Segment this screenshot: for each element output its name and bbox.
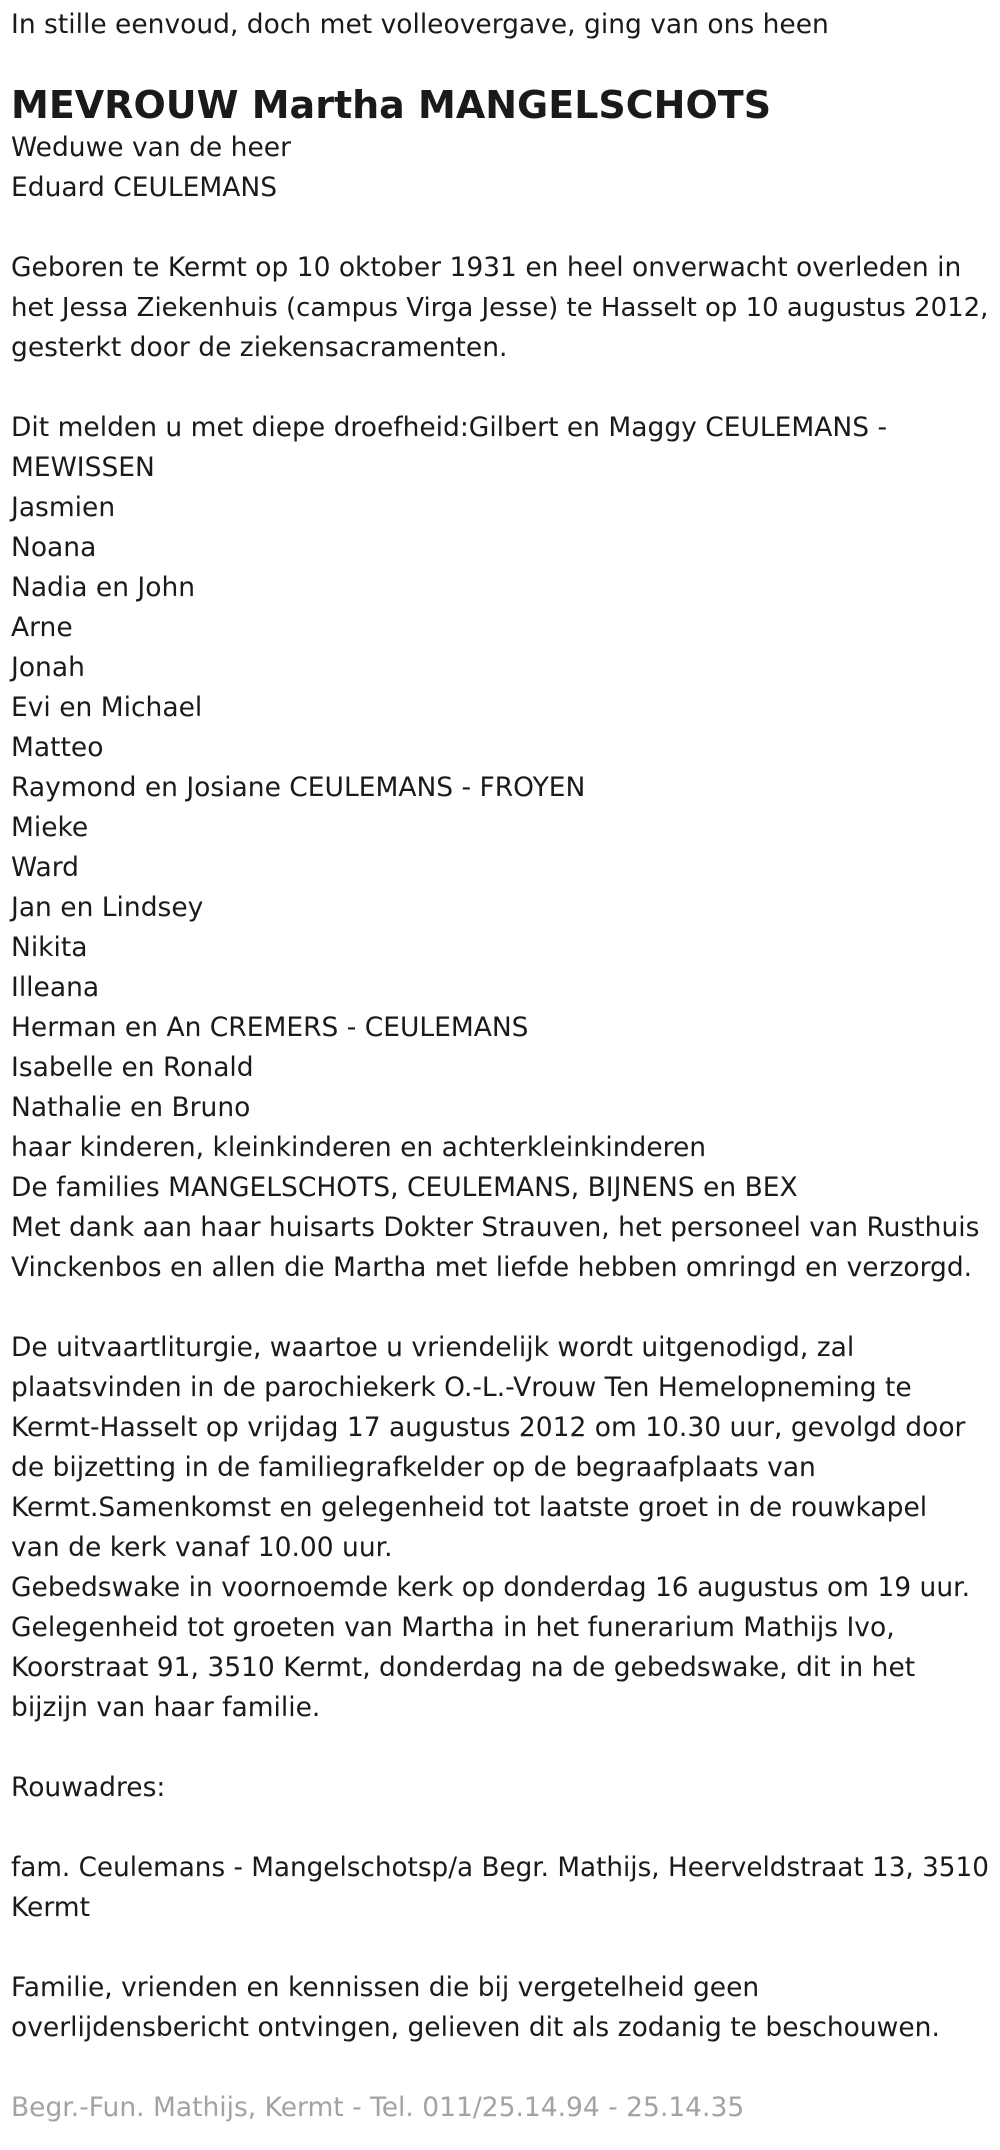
birth-death-block: [11, 248, 989, 368]
family-line: Mieke: [11, 812, 89, 843]
address-block: [11, 1848, 989, 1928]
address-line: Kermt: [11, 1892, 90, 1923]
family-line: Met dank aan haar huisarts Dokter Strauven, het personeel van Rusthuis: [11, 1212, 980, 1243]
family-line: Ward: [11, 852, 79, 883]
family-line: De families MANGELSCHOTS, CEULEMANS, BIJNENS en BEX: [11, 1172, 798, 1203]
funeral-line: de bijzetting in de familiegrafkelder op de begraafplaats van: [11, 1452, 816, 1483]
deceased-name: MEVROUW Martha MANGELSCHOTS: [11, 83, 772, 127]
funeral-block: [11, 1328, 989, 1728]
closing-block: [11, 1968, 989, 2048]
family-line: Jan en Lindsey: [11, 892, 204, 923]
address-label: Rouwadres:: [11, 1772, 166, 1803]
funeral-line: Gebedswake in voornoemde kerk op donderdag 16 augustus om 19 uur.: [11, 1572, 971, 1603]
family-line: Raymond en Josiane CEULEMANS - FROYEN: [11, 772, 586, 803]
spouse-line: Weduwe van de heer: [11, 132, 291, 163]
funeral-line: bijzijn van haar familie.: [11, 1692, 321, 1723]
family-line: Herman en An CREMERS - CEULEMANS: [11, 1012, 529, 1043]
family-line: Matteo: [11, 732, 104, 763]
family-line: Nadia en John: [11, 572, 196, 603]
family-block: [11, 408, 989, 1288]
family-line: Isabelle en Ronald: [11, 1052, 254, 1083]
birth-line: Geboren te Kermt op 10 oktober 1931 en heel onverwacht overleden in: [11, 252, 962, 283]
family-line: Illeana: [11, 972, 100, 1003]
family-line: haar kinderen, kleinkinderen en achterkleinkinderen: [11, 1132, 707, 1163]
closing-line: Familie, vrienden en kennissen die bij vergetelheid geen: [11, 1972, 760, 2003]
birth-line: gesterkt door de ziekensacramenten.: [11, 332, 508, 363]
funeral-line: van de kerk vanaf 10.00 uur.: [11, 1532, 393, 1563]
family-line: Vinckenbos en allen die Martha met liefde hebben omringd en verzorgd.: [11, 1252, 973, 1283]
intro-text: In stille eenvoud, doch met volleovergave, ging van ons heen: [11, 9, 829, 40]
family-line: Arne: [11, 612, 73, 643]
funeral-line: Koorstraat 91, 3510 Kermt, donderdag na de gebedswake, dit in het: [11, 1652, 916, 1683]
family-line: Jasmien: [11, 492, 116, 523]
family-line: Nikita: [11, 932, 88, 963]
spouse-block: [11, 128, 989, 208]
family-line: Nathalie en Bruno: [11, 1092, 251, 1123]
closing-line: overlijdensbericht ontvingen, gelieven dit als zodanig te beschouwen.: [11, 2012, 940, 2043]
funeral-line: Gelegenheid tot groeten van Martha in het funerarium Mathijs Ivo,: [11, 1612, 895, 1643]
family-line: MEWISSEN: [11, 452, 155, 483]
family-line: Jonah: [11, 652, 85, 683]
address-line: fam. Ceulemans - Mangelschotsp/a Begr. Mathijs, Heerveldstraat 13, 3510: [11, 1853, 989, 1883]
funeral-line: plaatsvinden in de parochiekerk O.-L.-Vrouw Ten Hemelopneming te: [11, 1372, 912, 1403]
family-line: Dit melden u met diepe droefheid:Gilbert en Maggy CEULEMANS -: [11, 412, 888, 443]
family-line: Evi en Michael: [11, 692, 203, 723]
birth-line: het Jessa Ziekenhuis (campus Virga Jesse) te Hasselt op 10 augustus 2012,: [11, 293, 989, 323]
funeral-home-footer: Begr.-Fun. Mathijs, Kermt - Tel. 011/25.14.94 - 25.14.35: [11, 2092, 745, 2123]
spouse-line: Eduard CEULEMANS: [11, 172, 278, 203]
funeral-line: De uitvaartliturgie, waartoe u vriendelijk wordt uitgenodigd, zal: [11, 1332, 855, 1363]
funeral-line: Kermt-Hasselt op vrijdag 17 augustus 2012 om 10.30 uur, gevolgd door: [11, 1412, 966, 1443]
funeral-line: Kermt.Samenkomst en gelegenheid tot laatste groet in de rouwkapel: [11, 1492, 928, 1523]
family-line: Noana: [11, 532, 97, 563]
